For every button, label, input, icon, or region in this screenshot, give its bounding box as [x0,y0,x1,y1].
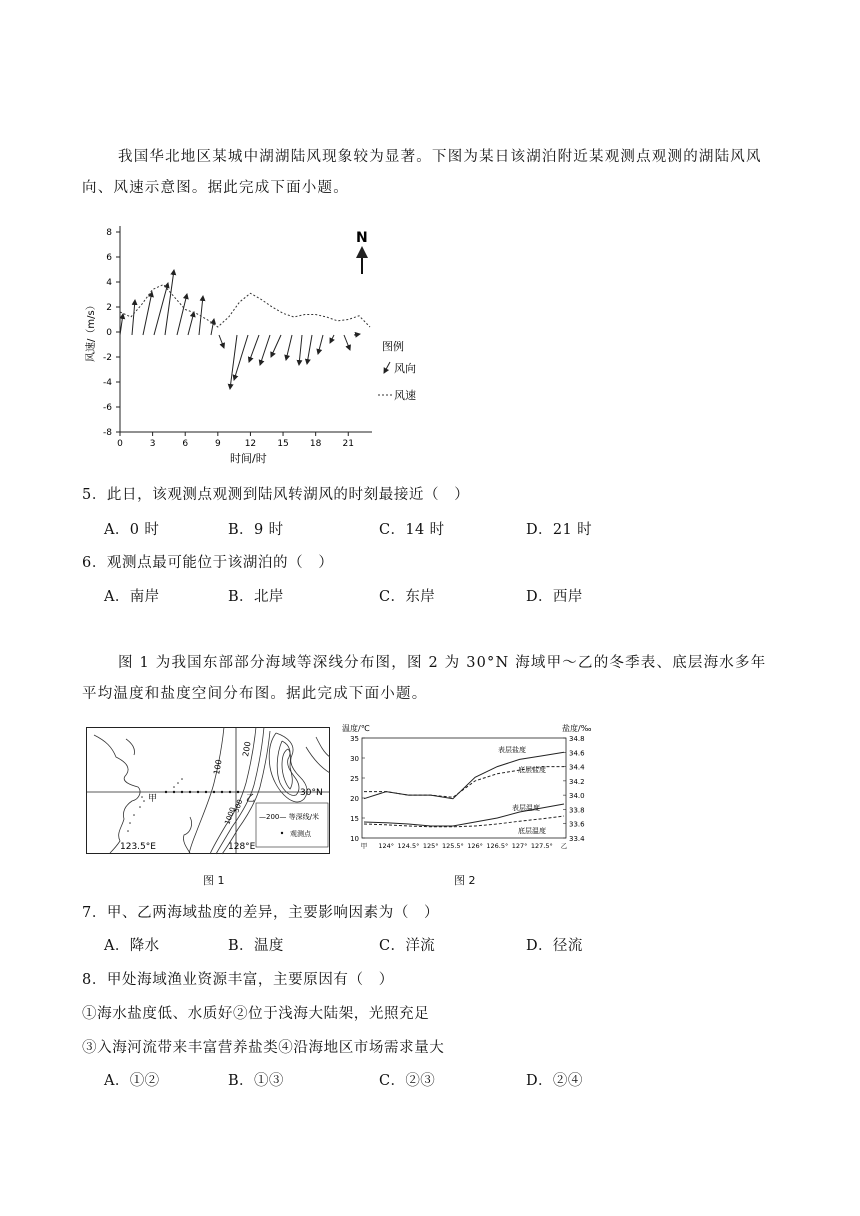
legend-direction: 风向 [394,362,416,375]
intro-paragraph-2: 图 1 为我国东部部分海域等深线分布图，图 2 为 30°N 海域甲～乙的冬季表、底层海水多年平均温度和盐度空间分布图。据此完成下面小题。 [82,655,767,702]
question-7-stem: 7．甲、乙两海域盐度的差异，主要影响因素为（ ） [82,905,440,921]
wind-y-tick-label: 6 [106,253,112,263]
fig2-x-label: 125.5° [441,842,464,850]
figure-1-caption: 图 1 [203,874,225,887]
q8-option-a[interactable]: A．①② [104,1073,160,1089]
fig2-right-tick-label: 33.4 [569,835,585,843]
wind-x-tick-label: 15 [277,439,289,449]
wind-y-tick-label: -2 [103,353,112,363]
fig2-x-label: 127.5° [530,842,553,850]
intro-paragraph-1: 我国华北地区某城中湖湖陆风现象较为显著。下图为某日该湖泊附近某观测点观测的湖陆风风向、风速示意图。据此完成下面小题。 [82,149,762,196]
fig2-x-label: 乙 [560,842,568,850]
wind-x-tick-label: 12 [244,439,257,449]
map-label-jia: 甲 [148,794,158,804]
fig2-x-label: 124° [378,842,395,850]
q6-option-d[interactable]: D．西岸 [526,589,583,605]
q6-option-c[interactable]: C．东岸 [379,589,436,605]
series-label-bottom-salinity: 底层盐度 [518,766,546,774]
q5-option-d[interactable]: D．21 时 [526,522,593,538]
series-label-surface-salinity: 表层盐度 [498,746,526,754]
wind-y-tick-label: -4 [103,378,112,388]
q5-option-a[interactable]: A．0 时 [104,522,160,538]
wind-x-ticks [117,432,354,449]
fig2-x-label: 126° [467,842,483,850]
question-6-stem: 6．观测点最可能位于该湖泊的（ ） [82,555,334,571]
map-legend-isobath: —200— 等深线/米 [259,813,319,821]
q7-option-b[interactable]: B．温度 [228,938,284,954]
figure-2-chart [338,722,602,858]
question-8-statements-2: ③入海河流带来丰富营养盐类④沿海地区市场需求量大 [82,1040,445,1056]
wind-figure [82,222,442,470]
question-8-stem: 8．甲处海域渔业资源丰富，主要原因有（ ） [82,972,394,988]
wind-y-tick-label: 2 [106,303,112,313]
question-8-statements-1: ①海水盐度低、水质好②位于浅海大陆架，光照充足 [82,1006,430,1022]
fig2-right-tick-label: 34.6 [569,749,585,758]
fig2-left-tick-label: 25 [350,775,359,783]
figure-2-caption: 图 2 [454,874,476,887]
wind-direction-arrows [120,270,360,389]
wind-y-tick-label: 8 [106,228,112,238]
fig2-x-label: 124.5° [397,842,420,850]
fig2-x-label: 125° [422,842,439,850]
wind-x-tick-label: 18 [309,439,322,449]
map-contour-200: 200 [241,740,253,758]
wind-y-ticks [103,228,120,438]
fig2-left-tick-label: 10 [350,835,359,843]
fig2-right-tick-label: 34.2 [569,777,585,786]
fig2-right-tick-label: 33.6 [569,820,585,829]
fig2-x-labels [361,842,568,850]
map-label-yi: 乙 [246,794,256,804]
fig2-left-tick-label: 15 [350,815,359,823]
map-label-lat: 30°N [300,788,323,798]
fig2-x-label: 126.5° [486,842,509,850]
fig2-right-title: 盐度/‰ [562,724,592,733]
fig2-series-line [364,752,564,798]
map-contour-500: 500 [232,798,245,814]
legend-speed: 风速 [394,389,416,402]
fig2-left-tick-label: 35 [350,735,359,743]
q8-option-b[interactable]: B．①③ [228,1073,284,1089]
fig2-left-tick-label: 30 [350,755,359,763]
wind-y-tick-label: 4 [106,278,112,288]
series-label-surface-temp: 表层温度 [512,804,540,812]
wind-x-tick-label: 9 [214,439,221,449]
fig2-series-line [364,816,564,827]
figure-1-map [86,727,330,855]
map-lon-1: 123.5°E [120,842,156,852]
question-5-stem: 5．此日，该观测点观测到陆风转湖风的时刻最接近（ ） [82,487,470,503]
wind-y-tick-label: -8 [103,428,112,438]
north-label: N [356,230,368,246]
q5-option-c[interactable]: C．14 时 [379,522,445,538]
q5-option-b[interactable]: B．9 时 [228,522,284,538]
wind-x-tick-label: 0 [117,439,123,449]
q8-option-d[interactable]: D．②④ [526,1073,583,1089]
map-legend-dot-icon [281,832,283,834]
wind-y-tick-label: -6 [103,403,112,413]
q6-option-b[interactable]: B．北岸 [228,589,284,605]
fig2-right-tick-label: 34.8 [569,735,585,743]
fig2-left-tick-label: 20 [350,795,359,803]
fig2-right-tick-label: 34.0 [569,792,585,801]
wind-x-label: 时间/时 [230,452,267,465]
fig2-x-label: 甲 [360,842,368,850]
fig2-left-title: 温度/℃ [342,724,370,733]
map-contour-1000: 1000 [223,806,237,826]
map-contour-100: 100 [212,758,224,776]
map-legend-point: 观测点 [290,830,311,838]
fig2-series [364,752,564,827]
series-label-bottom-temp: 底层温度 [518,827,546,835]
wind-x-tick-label: 21 [342,439,354,449]
wind-x-tick-label: 6 [182,439,189,449]
fig2-right-tick-label: 33.8 [569,806,585,815]
q7-option-a[interactable]: A．降水 [104,938,160,954]
q6-option-a[interactable]: A．南岸 [104,589,160,605]
q7-option-c[interactable]: C．洋流 [379,938,436,954]
legend-title: 图例 [382,340,404,353]
fig2-right-tick-label: 34.4 [569,763,585,772]
fig2-x-label: 127° [511,842,528,850]
wind-y-label: 风速/（m/s） [86,300,97,362]
map-lon-2: 128°E [228,842,256,852]
wind-x-tick-label: 3 [149,439,156,449]
q8-option-c[interactable]: C．②③ [379,1073,436,1089]
wind-y-tick-label: 0 [106,328,112,338]
legend-arrow-icon [384,362,390,373]
q7-option-d[interactable]: D．径流 [526,938,583,954]
fig2-left-ticks [350,735,365,843]
